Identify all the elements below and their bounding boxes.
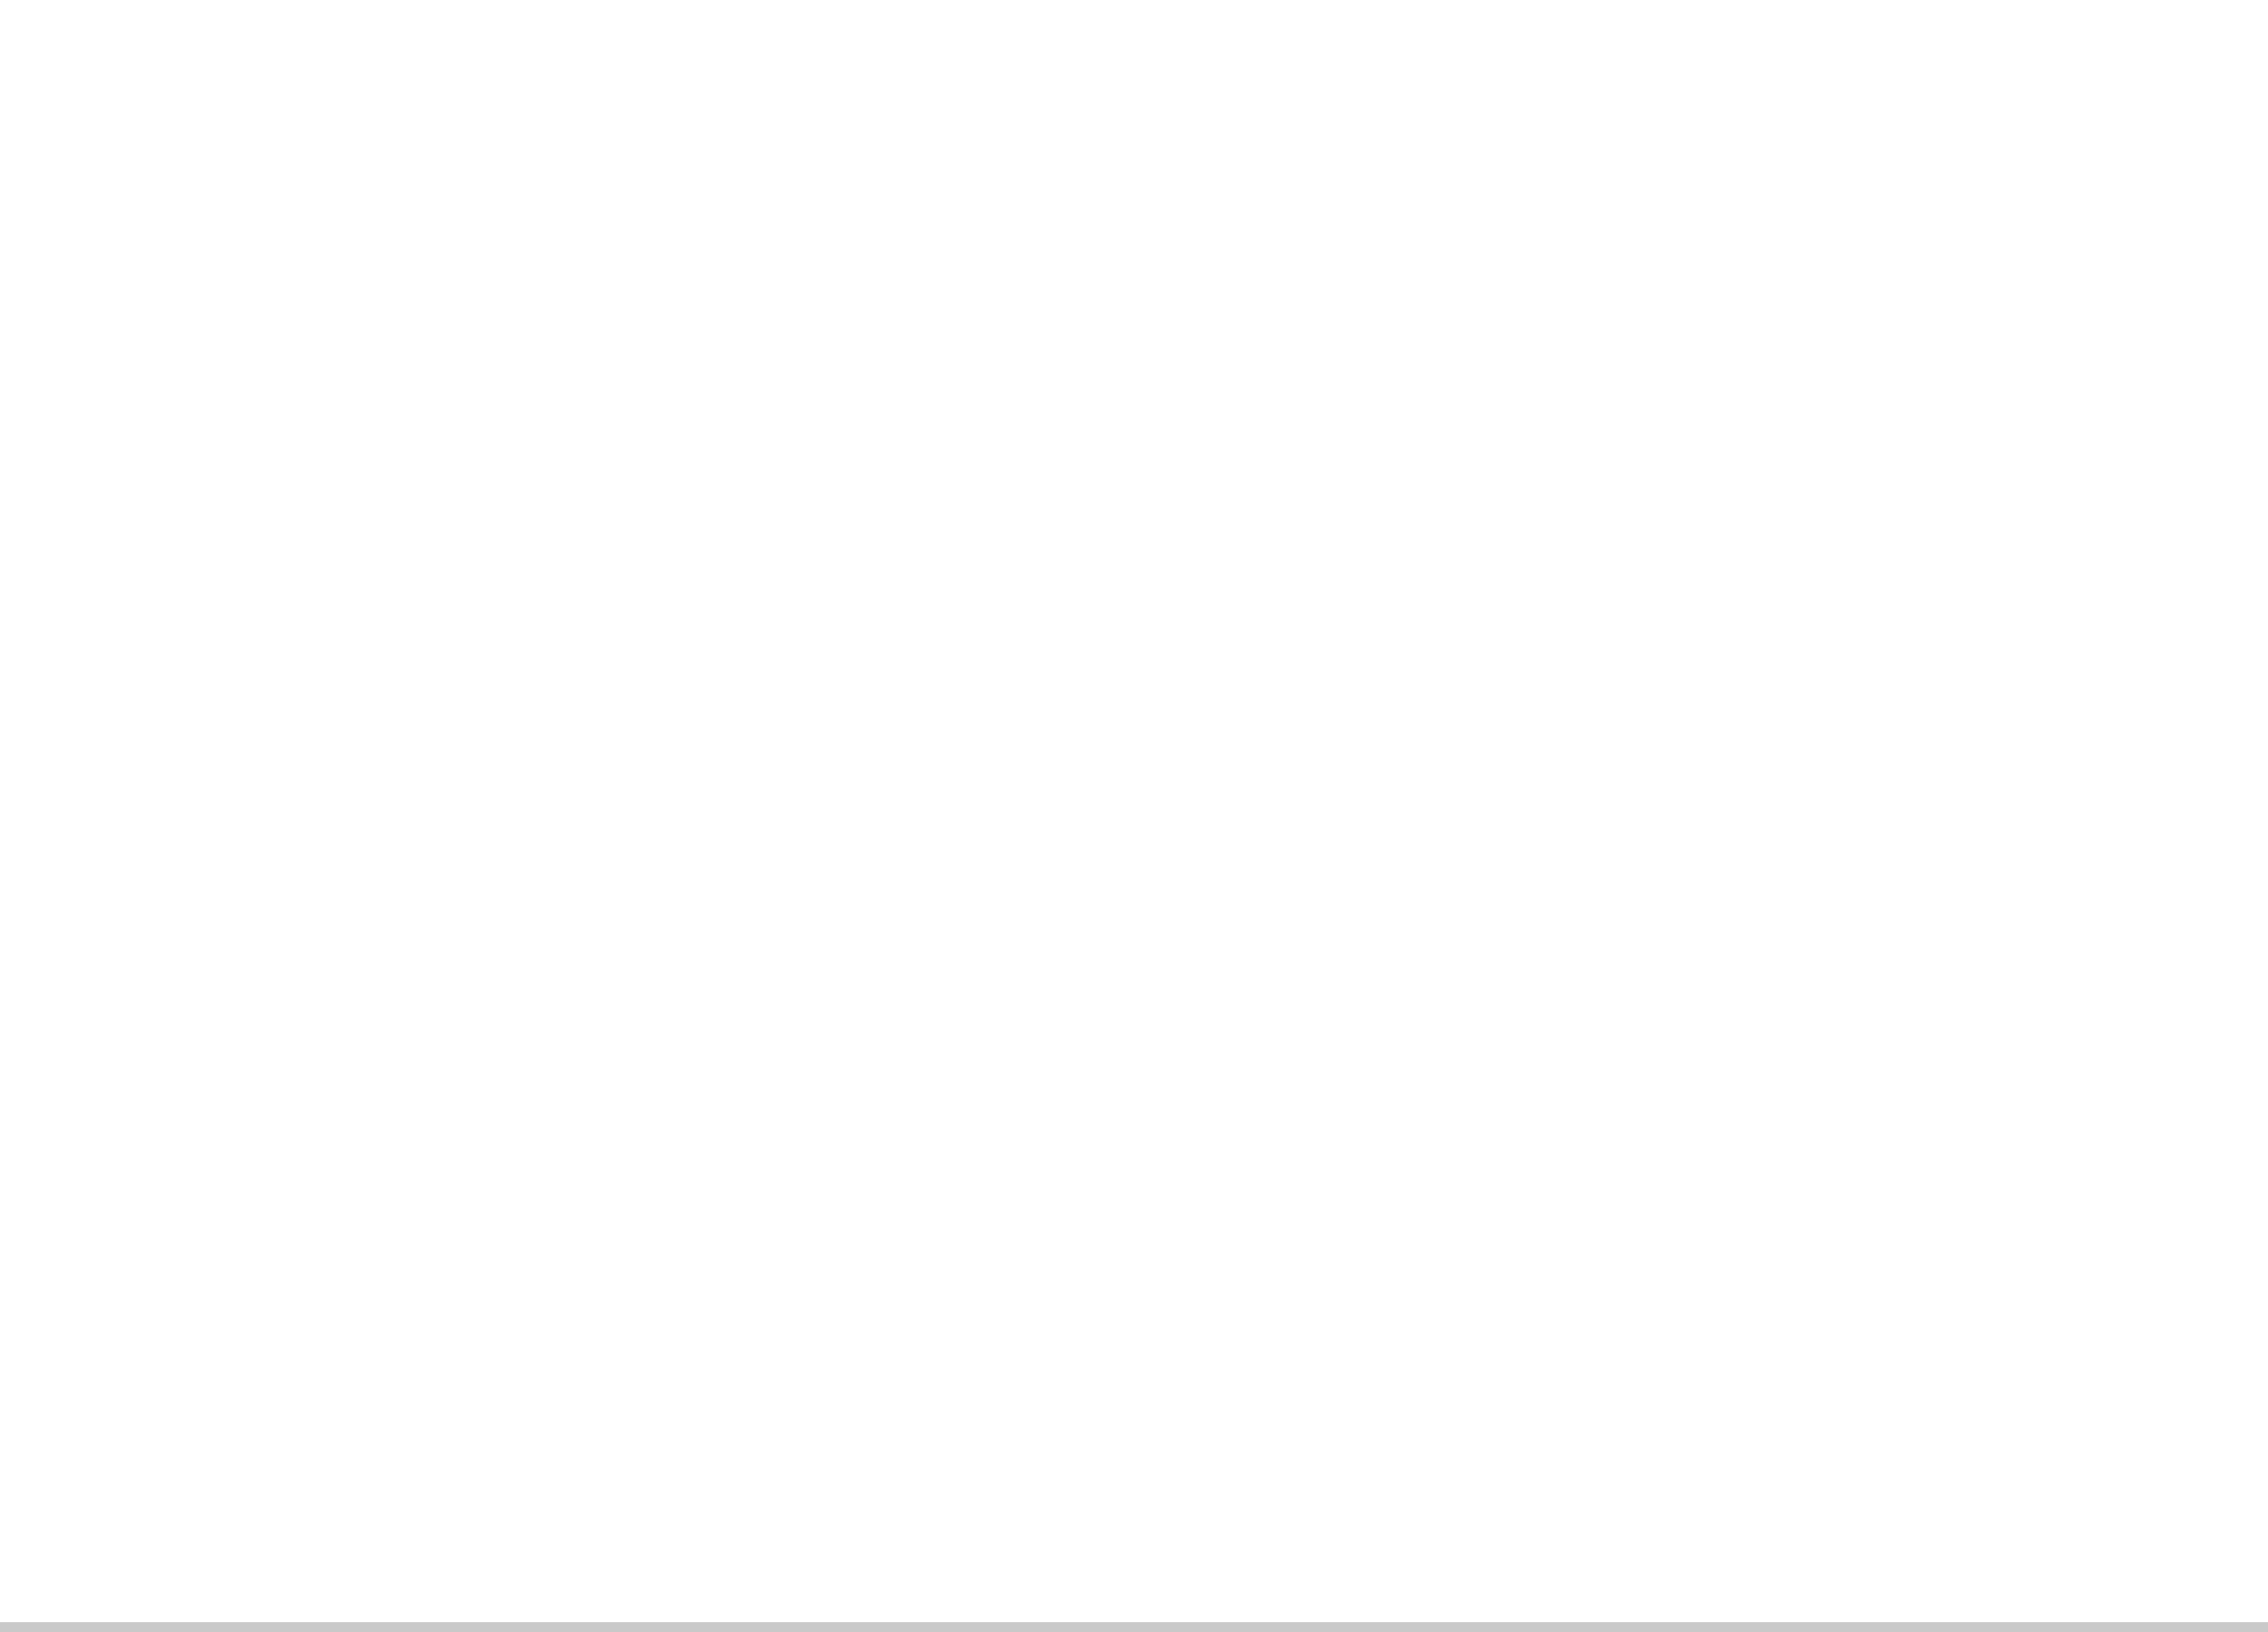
- horizontal-scrollbar[interactable]: [0, 1622, 2268, 1632]
